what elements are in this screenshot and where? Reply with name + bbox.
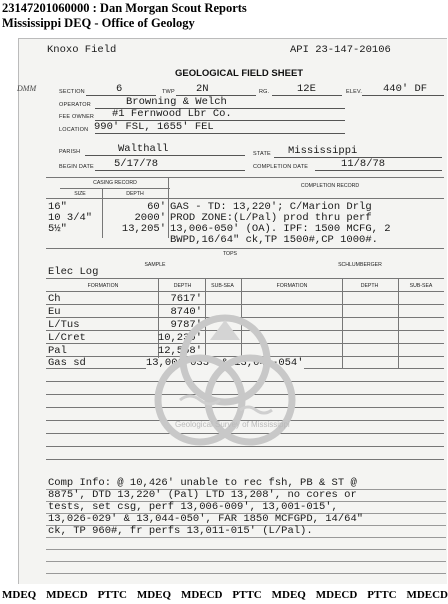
footer-banner	[2, 589, 448, 601]
elev-value: 440' DF	[383, 83, 428, 95]
comp-info-line: tests, set csg, perf 13,006-009', 13,001-015',	[48, 501, 338, 513]
footer-tag: MDEQ	[271, 589, 306, 601]
casing-record-label: CASING RECORD	[93, 180, 137, 186]
location-value: 990' FSL, 1655' FEL	[94, 121, 214, 133]
parish-value: Walthall	[118, 143, 169, 155]
casing-depth: 60'	[147, 201, 166, 213]
casing-size-label: SIZE	[74, 191, 86, 197]
comp-info-line: ck, TP 960#, fr perfs 13,011-015' (L/Pal).	[48, 525, 313, 537]
sheet-title: GEOLOGICAL FIELD SHEET	[175, 68, 304, 79]
fee-owner-value: #1 Fernwood Lbr Co.	[112, 108, 232, 120]
formation-depth: 9787'	[170, 319, 202, 331]
formation-name: L/Cret	[48, 332, 86, 344]
formation-depth: 7617'	[170, 293, 202, 305]
comp-info-line: 13,026-029' & 13,044-050', FAR 1850 MCFGPD, 14/64"	[48, 513, 364, 525]
twp-value: 2N	[196, 83, 209, 95]
formation-depth: 12,558'	[157, 345, 202, 357]
completion-date-label: COMPLETION DATE	[253, 164, 309, 170]
watermark-text: Geological Survey of Mississippi	[175, 420, 290, 429]
casing-depth-label: DEPTH	[126, 191, 144, 197]
casing-size: 16"	[48, 201, 67, 213]
formation-name: Ch	[48, 293, 61, 305]
depth-label: DEPTH	[360, 283, 379, 289]
tops-label: TOPS	[222, 251, 238, 257]
formation-label: FORMATION	[276, 283, 308, 289]
casing-size: 5½"	[48, 223, 67, 235]
begin-date-label: BEGIN DATE	[59, 164, 94, 170]
sub-sea-label: SUB-SEA	[211, 283, 234, 289]
footer-tag: PTTC	[97, 589, 127, 601]
report-subtitle: Mississippi DEQ - Office of Geology	[2, 16, 195, 30]
report-title: 23147201060000 : Dan Morgan Scout Reports	[2, 1, 247, 15]
formation-depth: 13,006-033' & 13,044-054'	[146, 357, 304, 369]
sample-label: SAMPLE	[144, 262, 166, 268]
formation-name: Gas sd	[48, 357, 86, 369]
state-label: STATE	[253, 151, 271, 157]
completion-record-label: COMPLETION RECORD	[300, 183, 360, 189]
begin-date-value: 5/17/78	[114, 158, 159, 170]
footer-tag: PTTC	[232, 589, 262, 601]
rg-label: RG.	[259, 89, 270, 95]
elev-label: ELEV.	[346, 89, 363, 95]
footer-tag: PTTC	[367, 589, 397, 601]
rg-value: 12E	[297, 83, 316, 95]
depth-label: DEPTH	[173, 283, 192, 289]
schlumberger-label: SCHLUMBERGER	[338, 262, 382, 268]
api-number: API 23-147-20106	[290, 44, 391, 56]
section-value: 6	[116, 83, 123, 95]
operator-label: OPERATOR	[59, 102, 91, 108]
completion-line: 13,006-050' (OA). IPF: 1500 MCFG, 2	[170, 223, 391, 235]
parish-label: PARISH	[59, 149, 81, 155]
initials-stamp: DMM	[17, 84, 37, 93]
sub-sea-label: SUB-SEA	[409, 283, 433, 289]
footer-tag: MDECD	[180, 589, 223, 601]
casing-depth: 13,205'	[121, 223, 166, 235]
formation-label: FORMATION	[87, 283, 119, 289]
formation-depth: 10,230'	[157, 332, 202, 344]
fee-owner-label: FEE OWNER	[59, 114, 95, 120]
casing-size: 10 3/4"	[48, 212, 93, 224]
section-label: SECTION	[59, 89, 85, 95]
formation-name: Eu	[48, 306, 61, 318]
state-value: Mississippi	[288, 145, 358, 157]
completion-date-value: 11/8/78	[341, 158, 386, 170]
footer-tag: MDECD	[406, 589, 448, 601]
elec-log-label: Elec Log	[48, 266, 99, 278]
footer-tag: MDECD	[315, 589, 358, 601]
field-name: Knoxo Field	[47, 44, 117, 56]
location-label: LOCATION	[59, 127, 89, 133]
formation-name: L/Tus	[48, 319, 80, 331]
footer-tag: MDEQ	[136, 589, 172, 601]
formation-depth: 8740'	[170, 306, 202, 318]
completion-line: BWPD,16/64" ck,TP 1500#,CP 1000#.	[170, 234, 378, 246]
twp-label: TWP	[162, 89, 175, 95]
completion-line: PROD ZONE:(L/Pal) prod thru perf	[170, 212, 372, 224]
completion-line: GAS - TD: 13,220'; C/Marion Drlg	[170, 201, 372, 213]
comp-info-line: 8875', DTD 13,220' (Pal) LTD 13,208', no cores or	[48, 489, 357, 501]
operator-value: Browning & Welch	[126, 96, 227, 108]
comp-info-line: Comp Info: @ 10,426' unable to rec fsh, PB & ST @	[48, 477, 357, 489]
footer-tag: MDEQ	[2, 589, 37, 601]
footer-tag: MDECD	[46, 589, 88, 601]
formation-name: Pal	[48, 345, 67, 357]
casing-depth: 2000'	[134, 212, 166, 224]
